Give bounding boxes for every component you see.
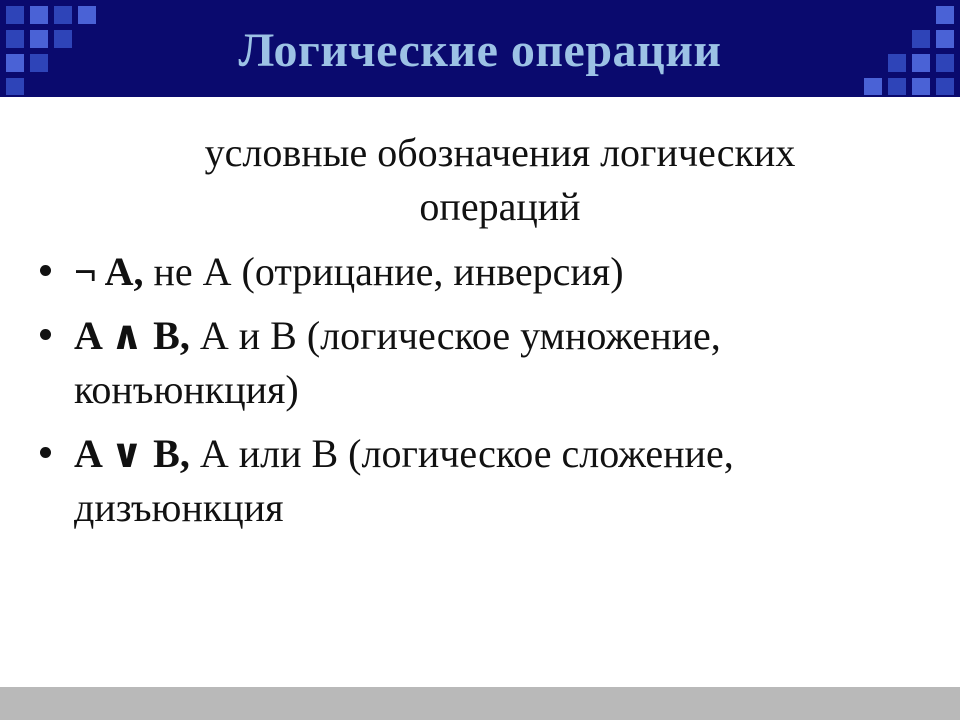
- bullet-dot-icon: [40, 329, 51, 340]
- bullet-dot-icon: [40, 265, 51, 276]
- bullet-symbol: ¬ A,: [74, 249, 144, 294]
- subtitle-line-2: операций: [419, 184, 581, 229]
- decor-square-icon: [888, 78, 906, 95]
- bullet-dot-icon: [40, 447, 51, 458]
- slide-subtitle: [70, 126, 930, 234]
- footer-bar: [0, 687, 960, 720]
- decor-square-icon: [6, 78, 24, 95]
- bullet-text: не А (отрицание, инверсия): [143, 249, 624, 294]
- slide-title: Логические операции: [238, 24, 722, 77]
- bullet-text: А и В (логическое умножение, конъюнкция): [74, 313, 721, 412]
- bullet-text: А или В (логическое сложение, дизъюнкция: [74, 431, 734, 530]
- decor-square-icon: [936, 78, 954, 95]
- bullet-list: [40, 245, 920, 545]
- decor-square-icon: [912, 78, 930, 95]
- decor-square-icon: [864, 78, 882, 95]
- bullet-item: [40, 427, 920, 535]
- subtitle-line-1: условные обозначения логических: [204, 130, 796, 175]
- bullet-symbol: A ∨ B,: [74, 431, 190, 476]
- bullet-item: [40, 245, 920, 299]
- bullet-item: [40, 309, 920, 417]
- bullet-symbol: A ∧ B,: [74, 313, 190, 358]
- slide-header: [0, 0, 960, 99]
